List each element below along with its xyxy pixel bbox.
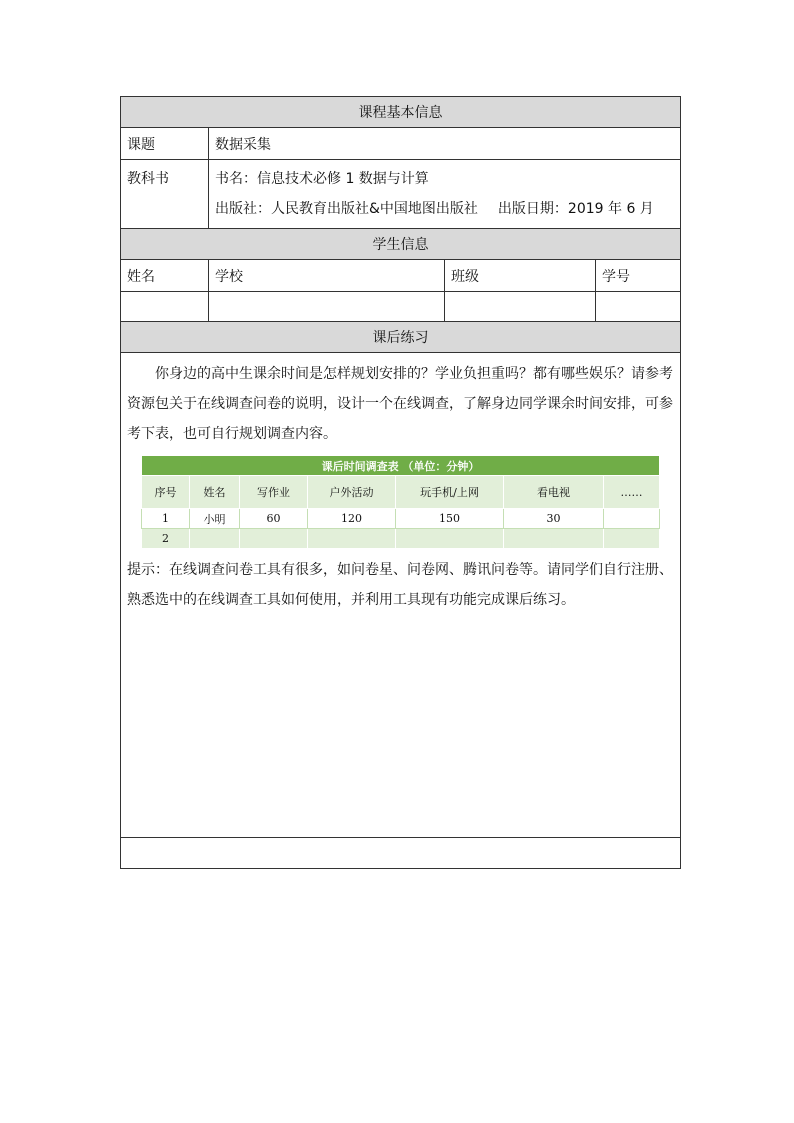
student-info-header: 学生信息 <box>121 229 681 260</box>
lesson-form <box>120 96 681 869</box>
survey-cell <box>504 529 604 549</box>
survey-cell: 小明 <box>190 509 240 529</box>
survey-cell: 150 <box>396 509 504 529</box>
survey-cell: 2 <box>142 529 190 549</box>
survey-cell <box>190 529 240 549</box>
survey-cell <box>240 529 308 549</box>
survey-header-cell: 写作业 <box>240 476 308 509</box>
survey-cell: 60 <box>240 509 308 529</box>
survey-header-cell: 姓名 <box>190 476 240 509</box>
survey-cell <box>604 529 660 549</box>
survey-cell <box>396 529 504 549</box>
publisher: 出版社：人民教育出版社&中国地图出版社 <box>215 201 478 217</box>
survey-header-cell: 序号 <box>142 476 190 509</box>
survey-cell: 1 <box>142 509 190 529</box>
name-label: 姓名 <box>121 260 209 292</box>
survey-header-cell: 户外活动 <box>308 476 396 509</box>
exercise-header: 课后练习 <box>121 322 681 353</box>
survey-cell: 120 <box>308 509 396 529</box>
exercise-tip: 提示：在线调查问卷工具有很多，如问卷星、问卷网、腾讯问卷等。请同学们自行注册、熟悉选中的在线调查工具如何使用，并利用工具现有功能完成课后练习。 <box>127 562 673 608</box>
course-info-header: 课程基本信息 <box>121 97 681 128</box>
survey-header-cell: 玩手机/上网 <box>396 476 504 509</box>
textbook-label-text: 教科书 <box>127 171 169 187</box>
survey-cell <box>604 509 660 529</box>
student-id-label: 学号 <box>596 260 681 292</box>
textbook-label <box>121 160 209 229</box>
book-title: 书名：信息技术必修 1 数据与计算 <box>215 171 429 187</box>
survey-cell: 30 <box>504 509 604 529</box>
exercise-content <box>121 353 681 838</box>
topic-value: 数据采集 <box>209 128 681 160</box>
class-field[interactable] <box>445 292 596 322</box>
footer-blank-row <box>121 838 681 869</box>
survey-header-cell: …… <box>604 476 660 509</box>
survey-header-cell: 看电视 <box>504 476 604 509</box>
publish-date: 出版日期：2019 年 6 月 <box>497 201 654 217</box>
school-label: 学校 <box>209 260 445 292</box>
survey-row <box>142 509 660 529</box>
student-id-field[interactable] <box>596 292 681 322</box>
survey-cell <box>308 529 396 549</box>
survey-row <box>142 529 660 549</box>
survey-table <box>141 455 660 549</box>
textbook-info <box>209 160 681 229</box>
survey-title: 课后时间调查表 （单位：分钟） <box>142 456 660 476</box>
exercise-paragraph: 你身边的高中生课余时间是怎样规划安排的？学业负担重吗？都有哪些娱乐？请参考资源包关于在线调查问卷的说明，设计一个在线调查，了解身边同学课余时间安排，可参考下表，也可自行规划调查内容。 <box>127 366 673 442</box>
class-label: 班级 <box>445 260 596 292</box>
publisher-line <box>215 194 674 224</box>
topic-label: 课题 <box>121 128 209 160</box>
school-field[interactable] <box>209 292 445 322</box>
name-field[interactable] <box>121 292 209 322</box>
